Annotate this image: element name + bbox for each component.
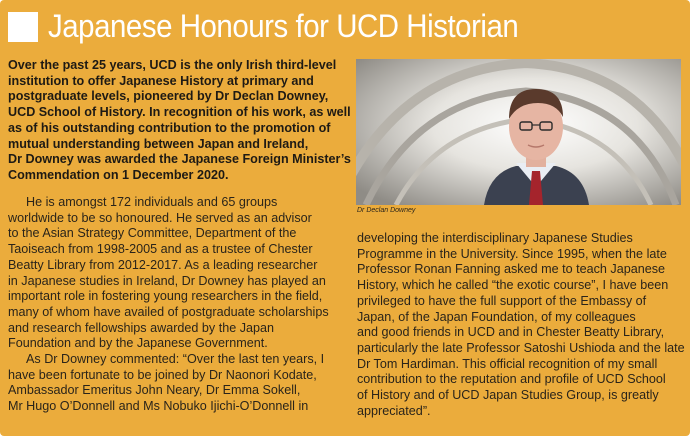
lead-line: mutual understanding between Japan and Ireland, [8,136,309,151]
body-line: Japan, of the Japan Foundation, of my colleagues [357,309,636,324]
lead-line: Dr Downey was awarded the Japanese Foreign Minister’s [8,152,351,167]
body-line: particularly the late Professor Satoshi Ushioda and the late [357,340,685,355]
body-line: Mr Hugo O’Donnell and Ms Nobuko Ijichi-O’Donnell in [8,399,309,414]
body-line: to the Asian Strategy Committee, Department of the [8,226,297,241]
lead-line: institution to offer Japanese History at primary and [8,73,314,88]
body-line: Ambassador Emeritus John Neary, Dr Emma Sokell, [8,383,301,398]
body-line: Programme in the University. Since 1995, when the late [357,246,667,261]
portrait-photo [356,59,681,205]
body-line: Beatty Library from 2012-2017. As a leading researcher [8,257,318,272]
body-line: privileged to have the full support of the Embassy of [357,293,647,308]
body-line: of History and of UCD Japan Studies Group, is greatly [357,388,659,403]
lead-line: postgraduate levels, pioneered by Dr Declan Downey, [8,89,329,104]
body-column-left [8,195,329,415]
body-line: in Japanese studies in Ireland, Dr Downey has played an [8,273,326,288]
body-line: He is amongst 172 individuals and 65 groups [26,195,278,209]
body-line: developing the interdisciplinary Japanese Studies [357,231,633,245]
body-line: Foundation and by the Japanese Government. [8,336,268,351]
body-line: As Dr Downey commented: “Over the last ten years, I [26,352,325,367]
body-line: History, which he called “the exotic course”, I have been [357,278,669,293]
article-title: Japanese Honours for UCD Historian [48,8,519,44]
photo-caption: Dr Declan Downey [357,207,416,214]
portrait-illustration [356,59,681,205]
body-line: have been fortunate to be joined by Dr Naonori Kodate, [8,367,317,382]
body-line: Dr Tom Hardiman. This official recognition of my small [357,356,658,371]
lead-line: as of his outstanding contribution to the promotion of [8,120,331,135]
body-line: appreciated”. [357,403,431,418]
lead-line: Commendation on 1 December 2020. [8,167,229,182]
body-line: worldwide to be so honoured. He served as an advisor [8,210,312,225]
title-square-bullet [8,12,38,42]
lead-line: UCD School of History. In recognition of his work, as well [8,105,351,120]
lead-line: Over the past 25 years, UCD is the only Irish third-level [8,58,337,72]
body-line: Taoiseach from 1998-2005 and as a trustee of Chester [8,242,313,257]
body-line: and research fellowships awarded by the Japan [8,320,275,335]
body-line: contribution to the reputation and profile of UCD School [357,372,666,387]
lead-paragraph [8,58,353,184]
body-line: Professor Ronan Fanning asked me to teach Japanese [357,262,666,277]
body-line: many of whom have availed of postgraduate scholarships [8,304,329,319]
body-line: important role in fostering young researchers in the field, [8,289,323,304]
title-row [8,8,559,45]
body-line: and good friends in UCD and in Chester Beatty Library, [357,325,665,340]
body-column-right [357,231,685,419]
